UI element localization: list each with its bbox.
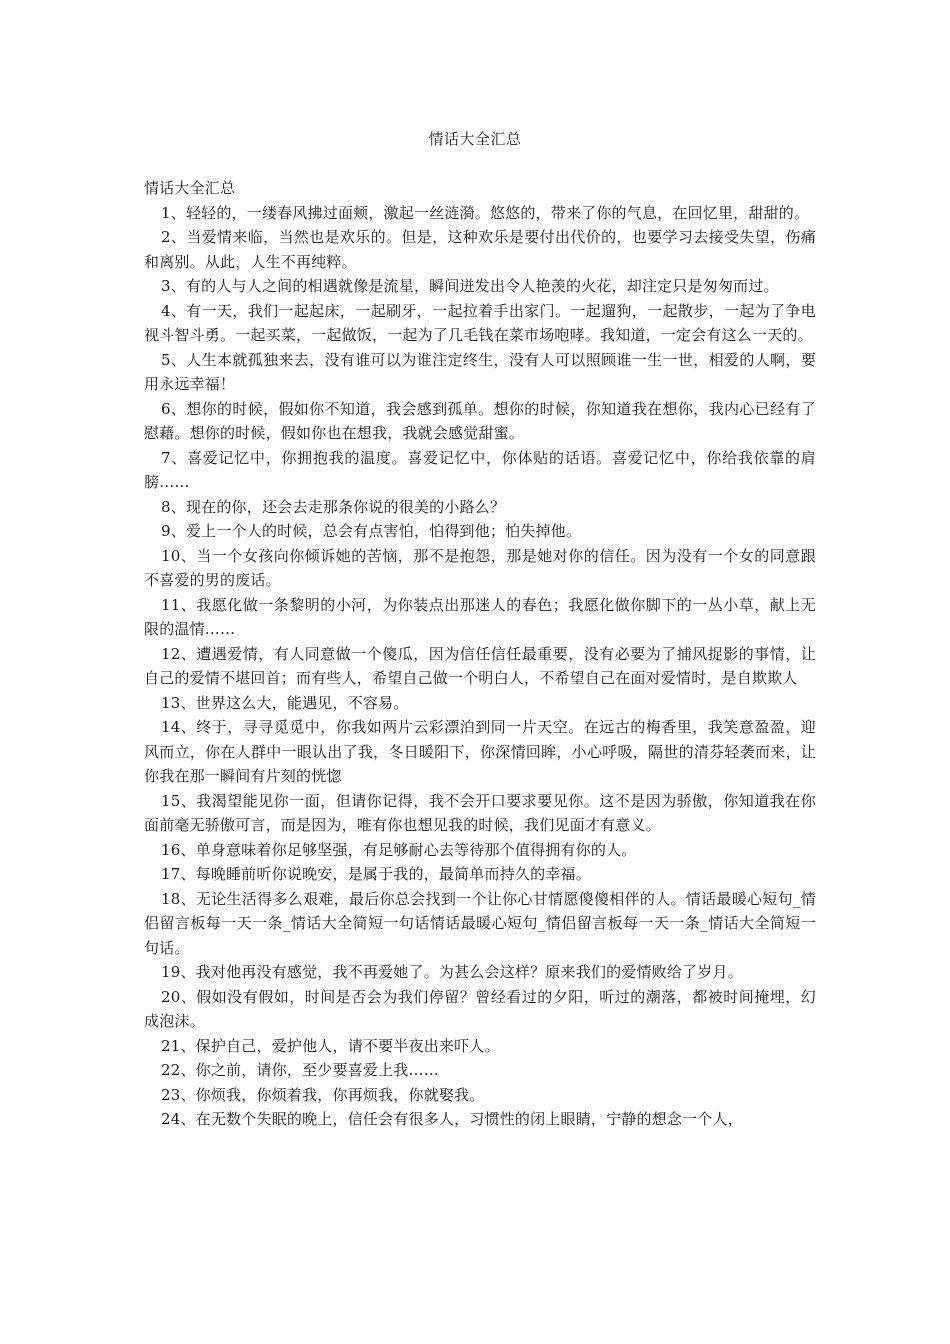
- paragraph: 6、想你的时候，假如你不知道，我会感到孤单。想你的时候，你知道我在想你，我内心已经有了慰藉。想你的时候，假如你也在想我，我就会感觉甜蜜。: [144, 399, 816, 442]
- paragraph: 11、我愿化做一条黎明的小河，为你装点出那迷人的春色；我愿化做你脚下的一丛小草，献上无限的温情……: [144, 595, 816, 638]
- paragraph: 1、轻轻的，一缕春风拂过面颊，激起一丝涟漪。悠悠的，带来了你的气息，在回忆里，甜甜的。: [161, 203, 810, 222]
- paragraph: 17、每晚睡前听你说晚安，是属于我的，最简单而持久的幸福。: [161, 865, 591, 883]
- paragraph: 16、单身意味着你足够坚强，有足够耐心去等待那个值得拥有你的人。: [161, 840, 637, 859]
- paragraph: 9、爱上一个人的时候，总会有点害怕，怕得到他；怕失掉他。: [161, 522, 582, 540]
- paragraph: 8、现在的你，还会去走那条你说的很美的小路么？: [161, 497, 506, 516]
- paragraph: 10、当一个女孩向你倾诉她的苦恼，那不是抱怨，那是她对你的信任。因为没有一个女的同意跟不喜爱的男的废话。: [144, 546, 816, 589]
- document-title: 情话大全汇总: [428, 130, 522, 148]
- document-subtitle: 情话大全汇总: [144, 179, 236, 197]
- paragraph: 21、保护自己，爱护他人，请不要半夜出来吓人。: [161, 1036, 500, 1055]
- paragraph: 19、我对他再没有感觉，我不再爱她了。为甚么会这样？原来我们的爱情败给了岁月。: [161, 963, 743, 981]
- paragraph: 7、喜爱记忆中，你拥抱我的温度。喜爱记忆中，你体贴的话语。喜爱记忆中，你给我依靠的肩膀……: [144, 448, 816, 491]
- paragraph: 23、你烦我，你烦着我，你再烦我，你就娶我。: [161, 1085, 485, 1104]
- paragraph: 18、无论生活得多么艰难，最后你总会找到一个让你心甘情愿傻傻相伴的人。情话最暖心短句_情侣留言板每一天一条_情话大全简短一句话情话最暖心短句_情侣留言板每一天一条_情话大全简短一句话。: [144, 889, 816, 957]
- paragraph: 14、终于，寻寻觅觅中，你我如两片云彩漂泊到同一片天空。在远古的梅香里，我笑意盈盈，迎风而立，你在人群中一眼认出了我，冬日暖阳下，你深情回眸，小心呼吸，隔世的清芬轻袭而来，让你我在那一瞬间有片刻的恍惚: [144, 718, 816, 785]
- document-body: [144, 176, 816, 1132]
- paragraph: 13、世界这么大，能遇见，不容易。: [161, 693, 409, 712]
- paragraph: 3、有的人与人之间的相遇就像是流星，瞬间迸发出令人艳羡的火花，却注定只是匆匆而过。: [161, 277, 779, 295]
- paragraph: 22、你之前，请你，至少要喜爱上我……: [161, 1061, 439, 1079]
- paragraph: 12、遭遇爱情，有人同意做一个傻瓜，因为信任信任最重要，没有必要为了捕风捉影的事情，让自己的爱情不堪回首；而有些人，希望自己做一个明白人，不希望自己在面对爱情时，是自欺欺人: [144, 644, 816, 687]
- paragraph: 2、当爱情来临，当然也是欢乐的。但是，这种欢乐是要付出代价的，也要学习去接受失望，伤痛和离别。从此，人生不再纯粹。: [144, 228, 816, 271]
- paragraph: 5、人生本就孤独来去，没有谁可以为谁注定终生，没有人可以照顾谁一生一世，相爱的人啊，要用永远幸福！: [144, 350, 816, 393]
- paragraph: 24、在无数个失眠的晚上，信任会有很多人，习惯性的闭上眼睛，宁静的想念一个人，: [161, 1110, 743, 1128]
- paragraph: 15、我渴望能见你一面，但请你记得，我不会开口要求要见你。这不是因为骄傲，你知道我在你面前毫无骄傲可言，而是因为，唯有你也想见我的时候，我们见面才有意义。: [144, 791, 816, 834]
- paragraph: 4、有一天，我们一起起床，一起刷牙，一起拉着手出家门。一起遛狗，一起散步，一起为了争电视斗智斗勇。一起买菜，一起做饭，一起为了几毛钱在菜市场咆哮。我知道，一定会有这么一天的。: [144, 301, 816, 344]
- paragraph: 20、假如没有假如，时间是否会为我们停留？曾经看过的夕阳，听过的潮落，都被时间掩埋，幻成泡沫。: [144, 987, 816, 1030]
